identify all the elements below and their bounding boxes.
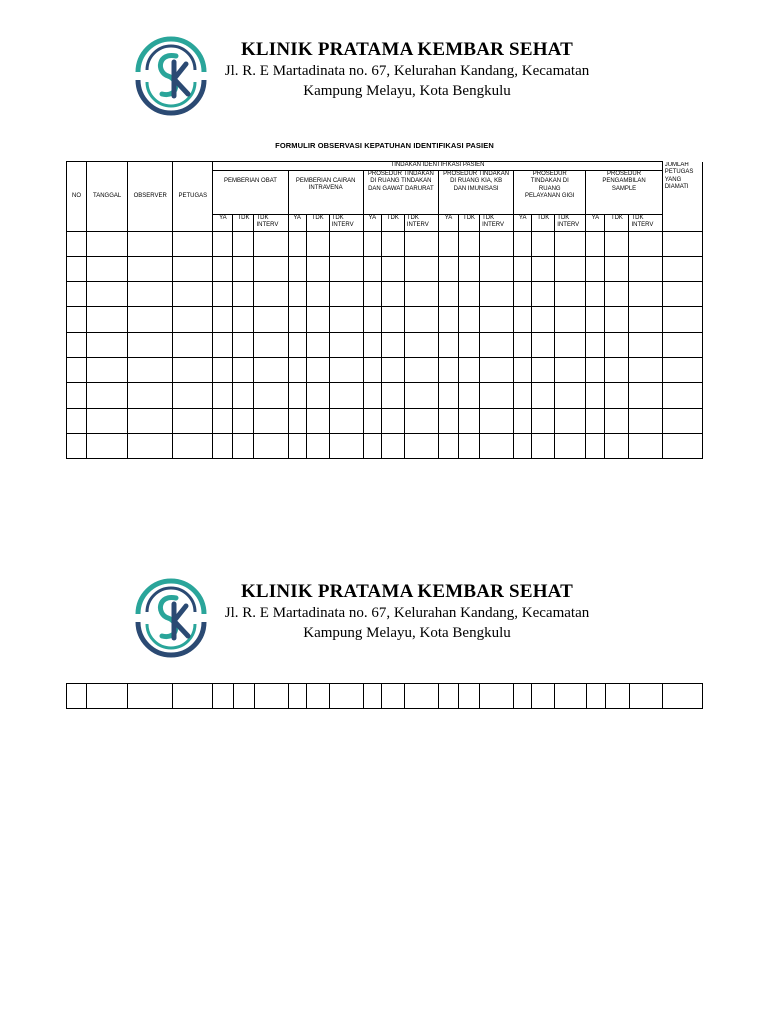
table-cell	[381, 256, 404, 281]
table-cell	[306, 332, 329, 357]
table-cell	[662, 383, 702, 408]
table-cell	[213, 282, 233, 307]
table-cell	[532, 383, 555, 408]
clinic-header	[128, 36, 598, 116]
table-cell	[67, 332, 87, 357]
table-cell	[532, 231, 555, 256]
table-cell	[514, 433, 532, 458]
table-cell	[438, 433, 458, 458]
table-cell	[233, 383, 254, 408]
table-cell	[67, 231, 87, 256]
table-cell	[438, 383, 458, 408]
table-cell	[329, 332, 363, 357]
table-row	[67, 408, 703, 433]
table-cell	[629, 383, 662, 408]
table-cell	[254, 256, 288, 281]
table-cell	[288, 231, 306, 256]
table-cell	[605, 684, 629, 709]
table-cell	[233, 408, 254, 433]
clinic-logo-icon	[128, 578, 214, 658]
table-cell	[555, 307, 586, 332]
table-cell	[438, 231, 458, 256]
table-cell	[173, 357, 213, 382]
table-cell	[605, 332, 629, 357]
table-cell	[532, 332, 555, 357]
table-cell	[87, 357, 128, 382]
table-cell	[306, 307, 329, 332]
table-cell	[67, 357, 87, 382]
table-cell	[480, 282, 514, 307]
header-category-1: PEMBERIAN OBAT	[213, 170, 288, 214]
table-cell	[288, 383, 306, 408]
table-cell	[404, 332, 438, 357]
table-cell	[363, 282, 381, 307]
sub-tdk-interv: TDK INTERV	[254, 214, 288, 231]
table-cell	[128, 282, 173, 307]
table-cell	[605, 307, 629, 332]
table-cell	[438, 332, 458, 357]
table-cell	[288, 307, 306, 332]
table-cell	[532, 357, 555, 382]
table-cell	[306, 282, 329, 307]
table-cell	[306, 256, 329, 281]
table-cell	[438, 256, 458, 281]
table-cell	[128, 383, 173, 408]
table-cell	[532, 433, 555, 458]
table-cell	[404, 433, 438, 458]
table-cell	[363, 357, 381, 382]
table-cell	[233, 307, 254, 332]
table-cell	[363, 231, 381, 256]
table-cell	[363, 408, 381, 433]
table-row	[67, 256, 703, 281]
table-cell	[404, 383, 438, 408]
table-cell	[87, 282, 128, 307]
table-cell	[329, 383, 363, 408]
observation-table	[66, 161, 703, 459]
sub-tdk: TDK	[233, 214, 254, 231]
table-cell	[532, 256, 555, 281]
table-cell	[363, 332, 381, 357]
table-cell	[173, 408, 213, 433]
header-category-5: PROSEDUR TINDAKAN DI RUANG PELAYANAN GIGI	[514, 170, 586, 214]
table-cell	[586, 256, 605, 281]
table-cell	[514, 357, 532, 382]
table-cell	[173, 282, 213, 307]
table-cell	[514, 408, 532, 433]
table-cell	[629, 408, 662, 433]
table-cell	[213, 408, 233, 433]
table-row	[67, 332, 703, 357]
header-tanggal: TANGGAL	[87, 162, 128, 232]
header-category-4: PROSEDUR TINDAKAN DI RUANG KIA, KB DAN IMUNISASI	[438, 170, 513, 214]
clinic-address-line1: Jl. R. E Martadinata no. 67, Kelurahan Kandang, Kecamatan	[224, 605, 590, 621]
table-cell	[662, 684, 702, 709]
table-cell	[381, 332, 404, 357]
table-cell	[87, 383, 128, 408]
sub-tdk-interv: TDK INTERV	[329, 214, 363, 231]
table-cell	[459, 433, 480, 458]
table-cell	[480, 357, 514, 382]
table-cell	[404, 282, 438, 307]
table-cell	[438, 307, 458, 332]
table-cell	[381, 282, 404, 307]
table-cell	[128, 408, 173, 433]
table-cell	[288, 684, 306, 709]
table-cell	[629, 256, 662, 281]
clinic-name: KLINIK PRATAMA KEMBAR SEHAT	[240, 39, 574, 60]
table-cell	[173, 684, 213, 709]
table-cell	[173, 383, 213, 408]
table-cell	[514, 307, 532, 332]
table-cell	[87, 684, 128, 709]
table-cell	[605, 408, 629, 433]
sub-tdk: TDK	[459, 214, 480, 231]
table-cell	[459, 282, 480, 307]
table-cell	[233, 357, 254, 382]
table-cell	[87, 433, 128, 458]
table-cell	[629, 231, 662, 256]
header-petugas: PETUGAS	[173, 162, 213, 232]
table-cell	[329, 433, 363, 458]
table-cell	[629, 357, 662, 382]
table-cell	[363, 256, 381, 281]
table-cell	[586, 332, 605, 357]
table-cell	[128, 307, 173, 332]
table-cell	[213, 231, 233, 256]
table-cell	[381, 684, 404, 709]
table-cell	[254, 433, 288, 458]
table-cell	[439, 684, 459, 709]
table-cell	[605, 282, 629, 307]
table-cell	[329, 408, 363, 433]
sub-tdk: TDK	[605, 214, 629, 231]
sub-tdk-interv: TDK INTERV	[480, 214, 514, 231]
table-cell	[173, 332, 213, 357]
table-cell	[438, 408, 458, 433]
table-cell	[67, 307, 87, 332]
sub-tdk: TDK	[306, 214, 329, 231]
table-cell	[662, 282, 702, 307]
table-cell	[480, 408, 514, 433]
table-cell	[67, 282, 87, 307]
table-cell	[306, 383, 329, 408]
table-cell	[480, 307, 514, 332]
table-cell	[586, 282, 605, 307]
table-cell	[629, 684, 662, 709]
table-cell	[605, 383, 629, 408]
table-cell	[329, 256, 363, 281]
table-cell	[438, 357, 458, 382]
table-cell	[605, 231, 629, 256]
table-cell	[329, 684, 363, 709]
table-cell	[662, 231, 702, 256]
table-cell	[363, 684, 381, 709]
table-row	[67, 383, 703, 408]
table-cell	[480, 231, 514, 256]
table-row	[67, 307, 703, 332]
table-cell	[586, 231, 605, 256]
table-cell	[128, 332, 173, 357]
table-cell	[288, 433, 306, 458]
sub-ya: YA	[514, 214, 532, 231]
table-cell	[459, 357, 480, 382]
sub-tdk: TDK	[381, 214, 404, 231]
table-cell	[381, 408, 404, 433]
table-cell	[662, 357, 702, 382]
table-cell	[128, 231, 173, 256]
table-cell	[459, 383, 480, 408]
table-cell	[404, 408, 438, 433]
table-cell	[87, 408, 128, 433]
table-cell	[586, 383, 605, 408]
table-cell	[480, 433, 514, 458]
clinic-logo-icon	[128, 36, 214, 116]
sub-ya: YA	[438, 214, 458, 231]
table-cell	[662, 256, 702, 281]
table-cell	[213, 433, 233, 458]
table-cell	[605, 433, 629, 458]
table-row	[67, 433, 703, 458]
table-cell	[555, 383, 586, 408]
table-cell	[67, 433, 87, 458]
table-cell	[438, 282, 458, 307]
clinic-address-line1: Jl. R. E Martadinata no. 67, Kelurahan Kandang, Kecamatan	[224, 63, 590, 79]
table-cell	[381, 357, 404, 382]
table-cell	[128, 684, 173, 709]
table-cell	[514, 383, 532, 408]
table-cell	[254, 282, 288, 307]
table-cell	[480, 684, 514, 709]
clinic-address-line2: Kampung Melayu, Kota Bengkulu	[303, 83, 511, 99]
table-cell	[586, 433, 605, 458]
table-cell	[459, 684, 480, 709]
table-cell	[555, 231, 586, 256]
table-cell	[404, 307, 438, 332]
table-cell	[128, 256, 173, 281]
table-cell	[87, 307, 128, 332]
table-cell	[306, 231, 329, 256]
sub-ya: YA	[586, 214, 605, 231]
table-cell	[629, 282, 662, 307]
table-cell	[555, 256, 586, 281]
table-cell	[233, 282, 254, 307]
clinic-header-page2	[128, 578, 598, 658]
table-cell	[233, 256, 254, 281]
table-cell	[254, 684, 288, 709]
table-cell	[87, 332, 128, 357]
table-cell	[254, 307, 288, 332]
table-cell	[173, 231, 213, 256]
table-cell	[213, 357, 233, 382]
table-cell	[586, 307, 605, 332]
table-cell	[555, 357, 586, 382]
table-cell	[233, 433, 254, 458]
table-cell	[555, 433, 586, 458]
table-row	[67, 231, 703, 256]
table-row	[67, 282, 703, 307]
table-cell	[662, 408, 702, 433]
table-cell	[128, 357, 173, 382]
table-cell	[586, 408, 605, 433]
header-observer: OBSERVER	[128, 162, 173, 232]
observation-table-continued	[66, 683, 703, 709]
sub-ya: YA	[363, 214, 381, 231]
table-body-continued	[67, 684, 703, 709]
table-cell	[233, 684, 254, 709]
header-category-2: PEMBERIAN CAIRAN INTRAVENA	[288, 170, 363, 214]
table-cell	[67, 383, 87, 408]
table-cell	[288, 256, 306, 281]
table-cell	[629, 307, 662, 332]
table-cell	[213, 256, 233, 281]
table-cell	[381, 433, 404, 458]
table-cell	[254, 357, 288, 382]
table-cell	[67, 256, 87, 281]
table-cell	[629, 332, 662, 357]
table-cell	[532, 307, 555, 332]
sub-tdk-interv: TDK INTERV	[555, 214, 586, 231]
table-cell	[586, 357, 605, 382]
table-cell	[329, 357, 363, 382]
header-category-6: PROSEDUR PENGAMBILAN SAMPLE	[586, 170, 662, 214]
table-cell	[67, 408, 87, 433]
table-cell	[128, 433, 173, 458]
table-cell	[459, 307, 480, 332]
table-cell	[173, 256, 213, 281]
table-cell	[363, 433, 381, 458]
table-cell	[213, 332, 233, 357]
table-cell	[233, 332, 254, 357]
table-cell	[555, 332, 586, 357]
table-cell	[381, 307, 404, 332]
table-cell	[404, 256, 438, 281]
table-cell	[306, 684, 329, 709]
table-cell	[555, 408, 586, 433]
table-cell	[514, 231, 532, 256]
sub-tdk: TDK	[532, 214, 555, 231]
table-cell	[173, 433, 213, 458]
table-cell	[514, 684, 532, 709]
table-cell	[329, 231, 363, 256]
header-no: NO	[67, 162, 87, 232]
table-cell	[459, 408, 480, 433]
table-cell	[404, 357, 438, 382]
table-cell	[480, 332, 514, 357]
sub-tdk-interv: TDK INTERV	[629, 214, 662, 231]
sub-ya: YA	[288, 214, 306, 231]
clinic-address-line2: Kampung Melayu, Kota Bengkulu	[303, 625, 511, 641]
table-cell	[532, 684, 555, 709]
table-cell	[254, 332, 288, 357]
table-cell	[213, 307, 233, 332]
table-cell	[586, 684, 605, 709]
table-cell	[459, 332, 480, 357]
table-cell	[254, 408, 288, 433]
table-cell	[480, 383, 514, 408]
table-cell	[662, 332, 702, 357]
table-cell	[363, 307, 381, 332]
table-cell	[288, 357, 306, 382]
table-cell	[87, 231, 128, 256]
table-cell	[662, 307, 702, 332]
header-group: TINDAKAN IDENTIFIKASI PASIEN	[213, 162, 662, 171]
table-row	[67, 357, 703, 382]
table-cell	[67, 684, 87, 709]
table-cell	[605, 357, 629, 382]
form-title: FORMULIR OBSERVASI KEPATUHAN IDENTIFIKASI PASIEN	[275, 141, 494, 150]
table-cell	[555, 282, 586, 307]
header-category-3: PROSEDUR TINDAKAN DI RUANG TINDAKAN DAN GAWAT DARURAT	[363, 170, 438, 214]
table-cell	[254, 231, 288, 256]
table-cell	[404, 684, 438, 709]
table-cell	[459, 231, 480, 256]
table-cell	[306, 357, 329, 382]
table-cell	[514, 256, 532, 281]
clinic-name: KLINIK PRATAMA KEMBAR SEHAT	[240, 581, 574, 602]
table-body	[67, 231, 703, 459]
table-cell	[629, 433, 662, 458]
table-cell	[288, 282, 306, 307]
table-cell	[480, 256, 514, 281]
table-cell	[555, 684, 586, 709]
sub-tdk-interv: TDK INTERV	[404, 214, 438, 231]
table-cell	[213, 383, 233, 408]
table-cell	[233, 231, 254, 256]
table-cell	[514, 332, 532, 357]
table-cell	[254, 383, 288, 408]
table-cell	[605, 256, 629, 281]
table-row	[67, 684, 703, 709]
sub-ya: YA	[213, 214, 233, 231]
table-cell	[363, 383, 381, 408]
table-cell	[381, 383, 404, 408]
table-cell	[459, 256, 480, 281]
table-cell	[306, 408, 329, 433]
table-cell	[329, 282, 363, 307]
table-cell	[404, 231, 438, 256]
table-cell	[329, 307, 363, 332]
table-cell	[532, 282, 555, 307]
table-cell	[514, 282, 532, 307]
table-cell	[288, 408, 306, 433]
table-cell	[288, 332, 306, 357]
table-cell	[306, 433, 329, 458]
table-cell	[213, 684, 233, 709]
table-cell	[381, 231, 404, 256]
header-jumlah: JUMLAH PETUGAS YANG DIAMATI	[662, 162, 702, 232]
table-cell	[87, 256, 128, 281]
table-cell	[173, 307, 213, 332]
table-cell	[662, 433, 702, 458]
table-cell	[532, 408, 555, 433]
